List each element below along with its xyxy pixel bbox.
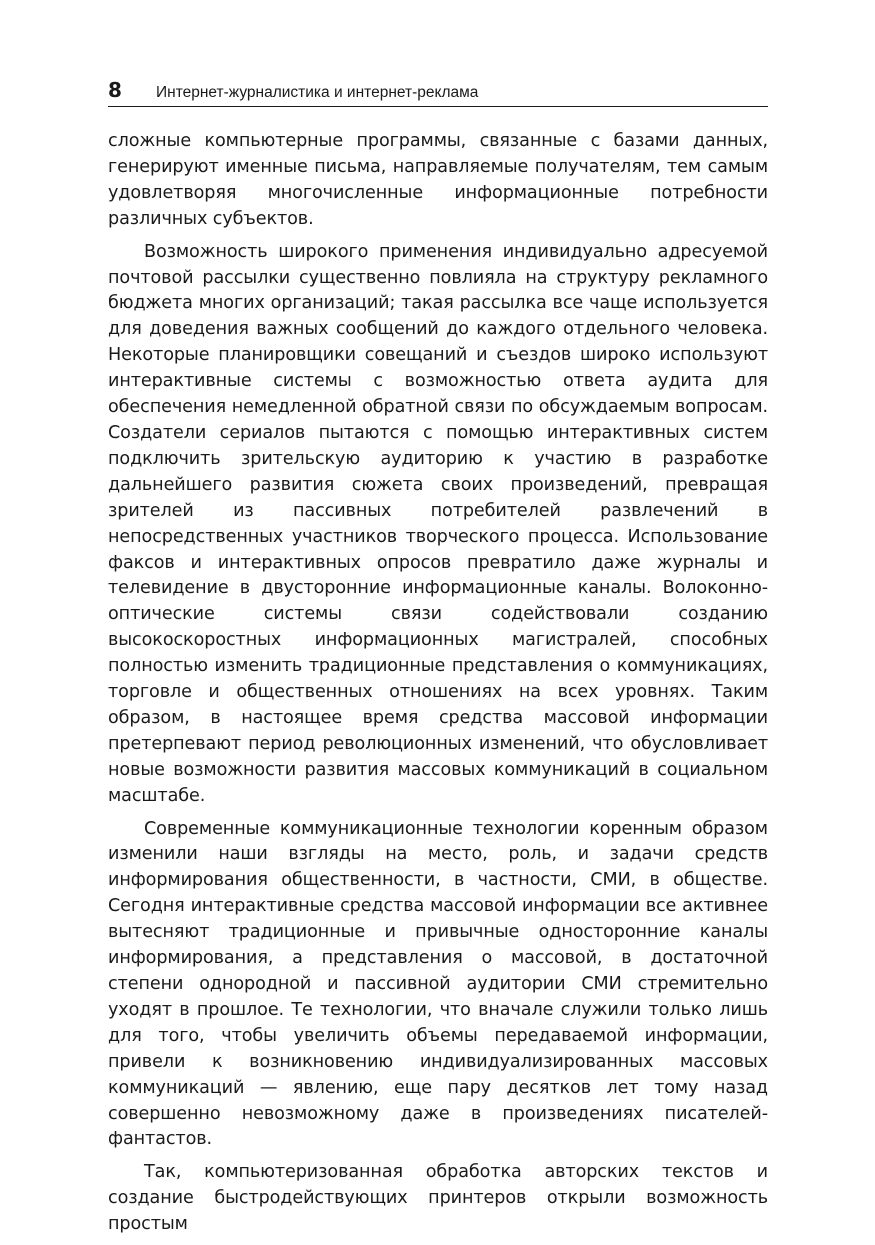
paragraph: Так, компьютеризованная обработка авторских текстов и создание быстродействующих принтеров открыли возможность простым	[108, 1162, 768, 1235]
paragraph: Современные коммуникационные технологии коренным образом изменили наши взгляды на место, роль, и задачи средств информирования общественности, в частности, СМИ, в обществе. Сегодня интерактивные средства массовой информации все активнее вытесняют традиционные и привычные односторонние каналы информирования, а представления о массовой, в достаточной степени однородной и пассивной аудитории СМИ стремительно уходят в прошлое. Те технологии, что вначале служили только лишь для того, чтобы увеличить объемы передаваемой информации, привели к возникновению индивидуализированных массовых коммуникаций — явлению, еще пару десятков лет тому назад совершенно невозможному даже в произведениях писателей-фантастов.	[108, 818, 768, 1150]
body-text	[108, 129, 768, 1238]
paragraph-continued: сложные компьютерные программы, связанные с базами данных, генерируют именные письма, направляемые получателям, тем самым удовлетворяя многочисленные информационные потребности различных субъектов.	[108, 131, 768, 229]
page-number: 8	[108, 78, 122, 102]
paragraph: Возможность широкого применения индивидуально адресуемой почтовой рассылки существенно повлияла на структуру рекламного бюджета многих организаций; такая рассылка все чаще используется для доведения важных сообщений до каждого отдельного человека. Некоторые планировщики совещаний и съездов широко используют интерактивные системы с возможностью ответа аудита для обеспечения немедленной обратной связи по обсуждаемым вопросам. Создатели сериалов пытаются с помощью интерактивных систем подключить зрительскую аудиторию к участию в разработке дальнейшего развития сюжета своих произведений, превращая зрителей из пассивных потребителей развлечений в непосредственных участников творческого процесса. Использование факсов и интерактивных опросов превратило даже журналы и телевидение в двусторонние информационные каналы. Волоконно-оптические системы связи содействовали созданию высокоскоростных информационных магистралей, способных полностью изменить традиционные представления о коммуникациях, торговле и общественных отношениях на всех уровнях. Таким образом, в настоящее время средства массовой информации претерпевают период революционных изменений, что обусловливает новые возможности развития массовых коммуникаций в социальном масштабе.	[108, 241, 768, 806]
running-title: Интернет-журналистика и интернет-реклама	[156, 84, 479, 101]
book-page	[108, 78, 768, 1245]
running-header	[108, 78, 768, 107]
